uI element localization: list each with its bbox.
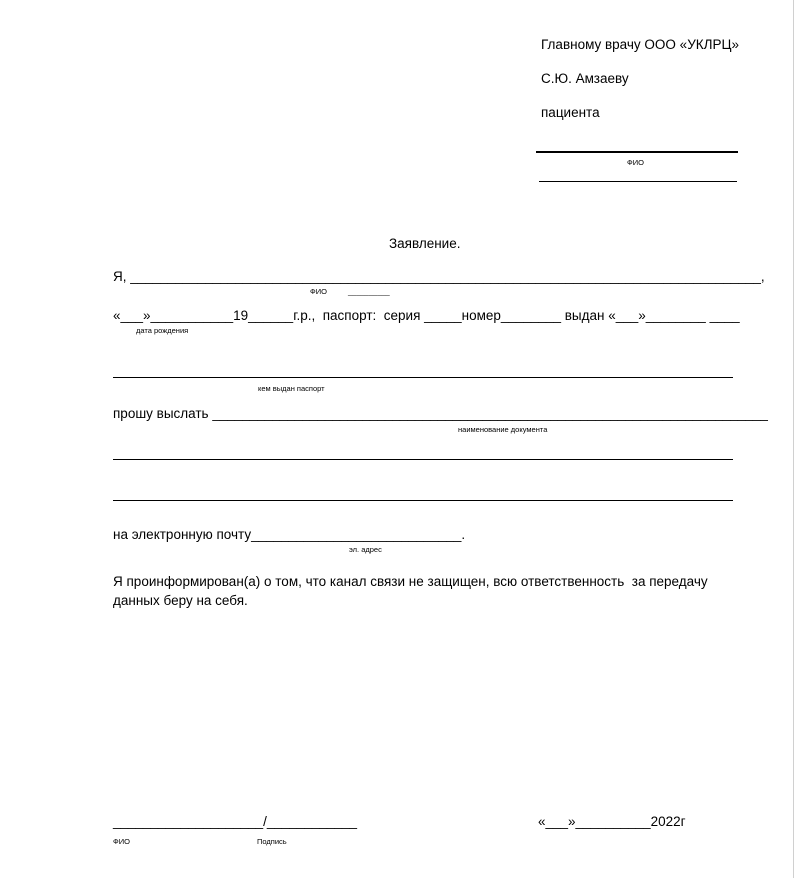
applicant-fio-caption-underline: __________: [348, 287, 390, 296]
signature-line: ____________________/____________: [113, 814, 358, 829]
header-fio-caption: ФИО: [627, 158, 644, 167]
issued-by-caption: кем выдан паспорт: [258, 384, 325, 393]
addressee-line: Главному врачу ООО «УКЛРЦ»: [541, 37, 739, 52]
document-title: Заявление.: [389, 236, 461, 251]
birth-date-caption: дата рождения: [136, 326, 189, 335]
date-line: «___»__________2022г: [538, 814, 686, 829]
patient-name-line-2: [539, 181, 737, 182]
document-name-caption: наименование документа: [458, 425, 548, 434]
from-label: пациента: [541, 105, 600, 120]
applicant-fio-caption: ФИО: [310, 287, 327, 296]
document-name-line-3: [113, 500, 733, 501]
document-name-line-2: [113, 459, 733, 460]
birth-passport-line: «___»___________19______г.р., паспорт: серия _____номер________ выдан «___»________ ____: [113, 308, 740, 323]
email-line: на электронную почту____________________________.: [113, 527, 466, 542]
doctor-name: С.Ю. Амзаеву: [541, 71, 629, 86]
send-request-line: прошу выслать __________________________________________________________________________: [113, 406, 768, 421]
disclaimer-line-1: Я проинформирован(а) о том, что канал связи не защищен, всю ответственность за передачу: [113, 574, 708, 589]
email-caption: эл. адрес: [349, 545, 382, 554]
signature-caption: Подпись: [257, 837, 287, 846]
applicant-line: Я, ____________________________________________________________________________________,: [113, 269, 765, 284]
patient-name-line: [536, 151, 738, 153]
footer-fio-caption: ФИО: [113, 837, 130, 846]
disclaimer-line-2: данных беру на себя.: [113, 593, 248, 608]
issued-by-line: [113, 377, 733, 378]
